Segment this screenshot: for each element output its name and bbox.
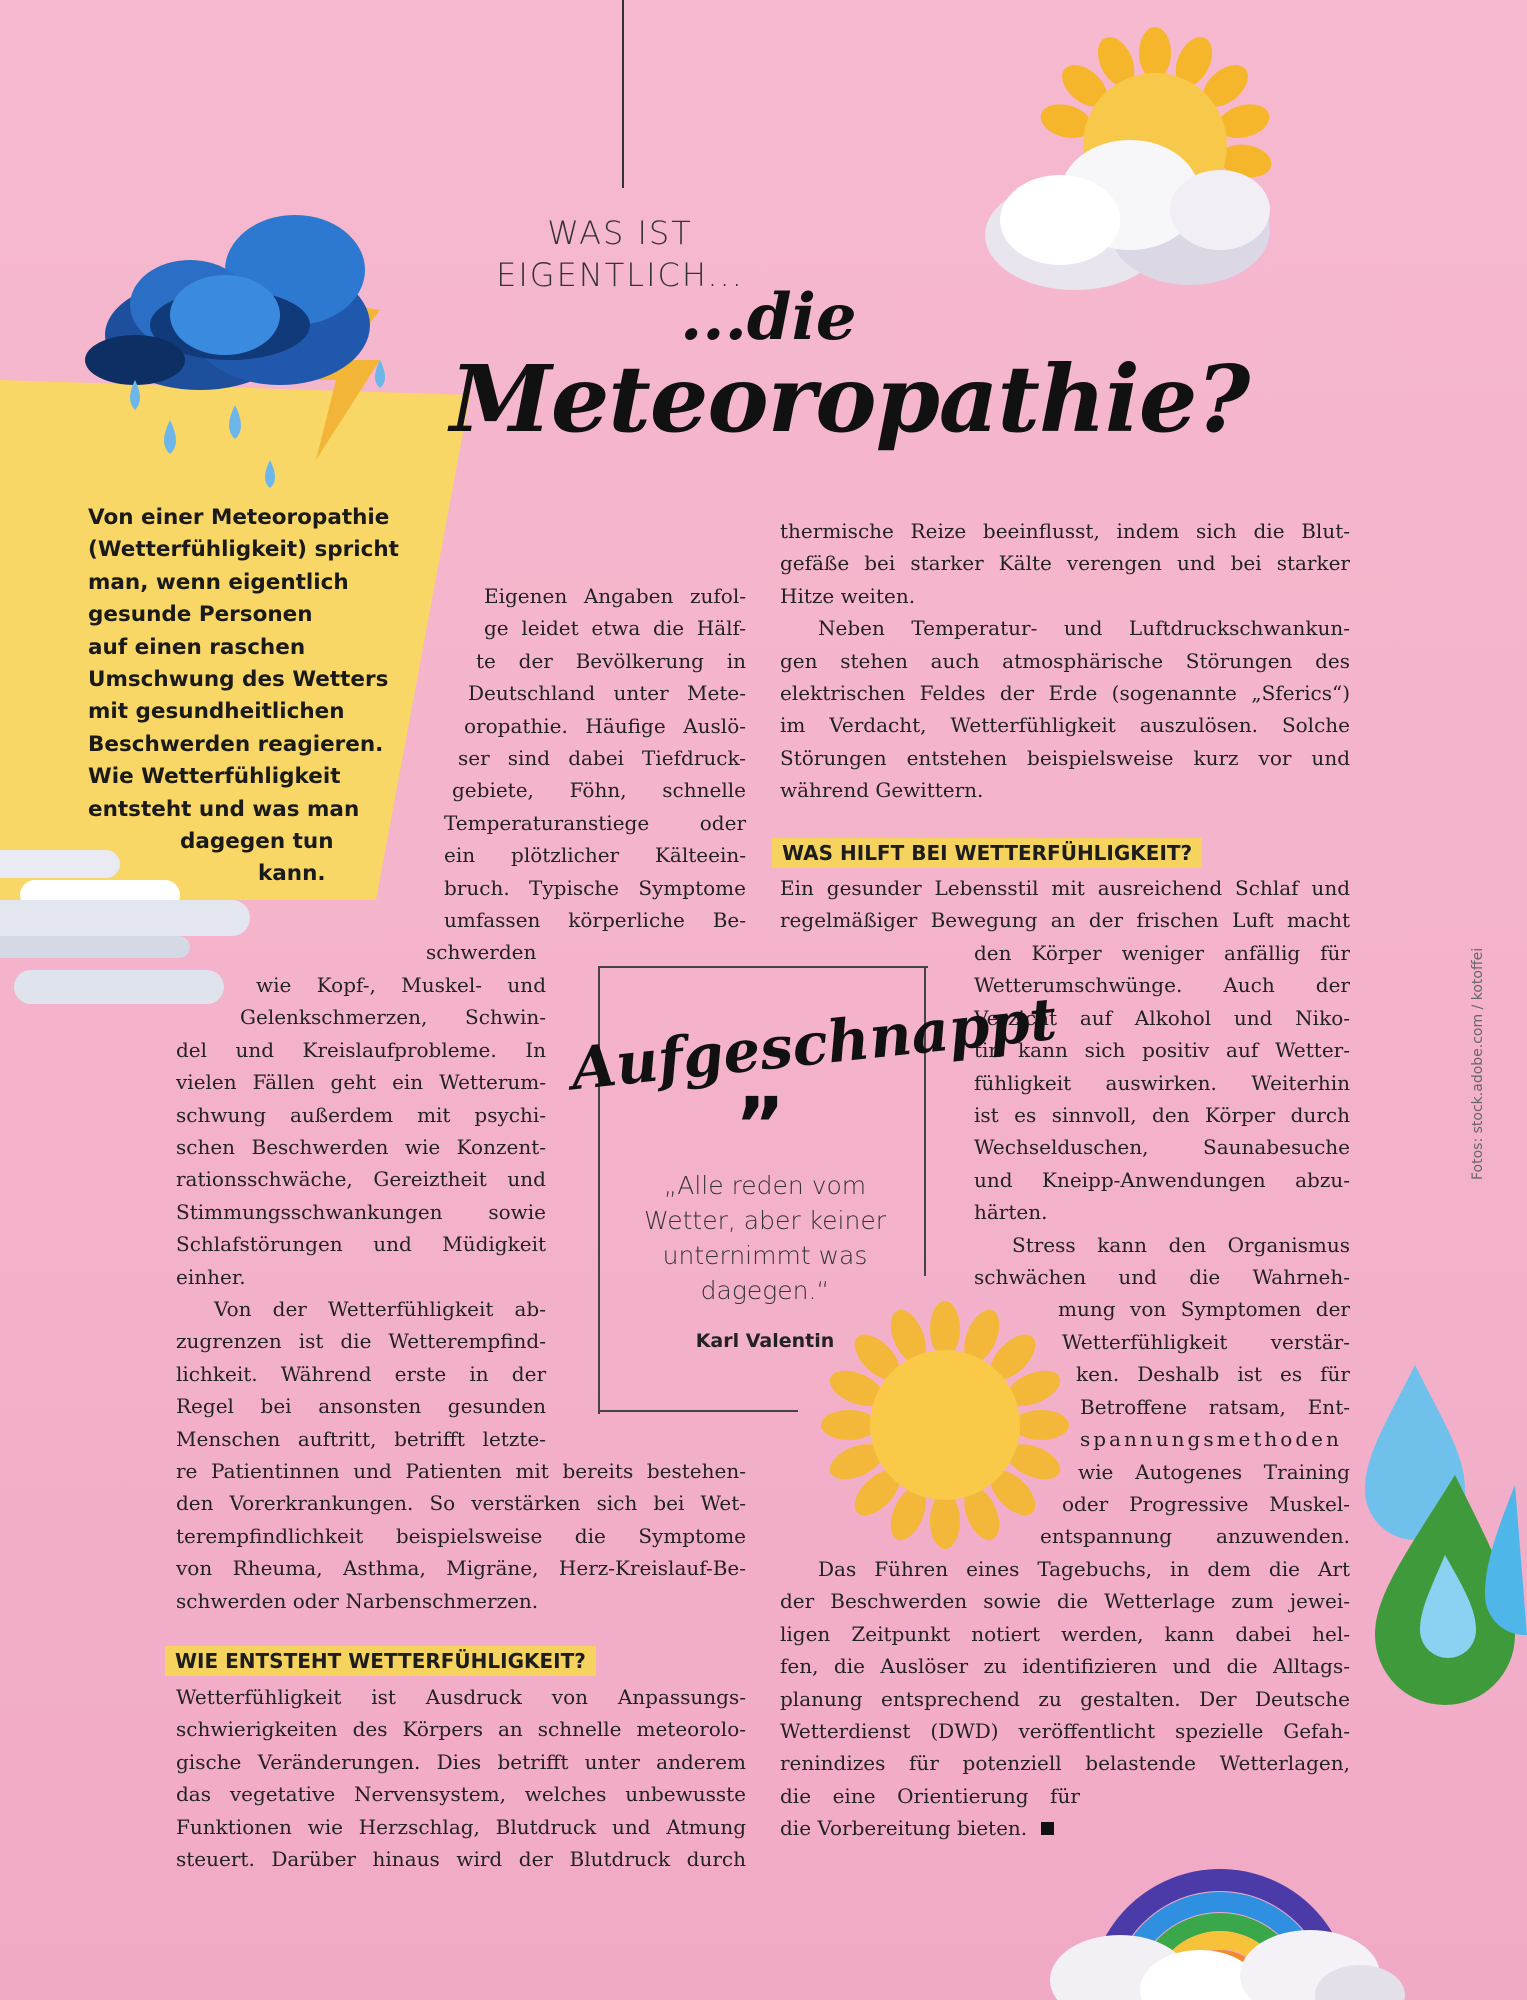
article-column-1-mid bbox=[176, 969, 546, 1455]
text-line: re Patientinnen und Patienten mit bereits bestehen- bbox=[176, 1459, 746, 1483]
text-line: das vegetative Nervensystem, welches unbewusste bbox=[176, 1782, 746, 1807]
text-line: im Verdacht, Wetterfühligkeit auszulösen. Solche bbox=[780, 713, 1350, 738]
intro-line: Beschwerden reagieren. bbox=[88, 731, 384, 757]
text-line: Gelenkschmerzen, Schwin- bbox=[240, 1005, 546, 1030]
text-line: schwierigkeiten des Körpers an schnelle meteorolo- bbox=[176, 1717, 746, 1742]
text-line: Funktionen wie Herzschlag, Blutdruck und Atmung bbox=[176, 1814, 746, 1839]
text-line: und Kneipp-Anwendungen abzu- bbox=[974, 1167, 1350, 1192]
text-line: schen Beschwerden wie Konzent- bbox=[176, 1135, 546, 1160]
last-line bbox=[780, 1812, 1350, 1844]
text-line: wie Kopf-, Muskel- und bbox=[256, 973, 546, 997]
text-line: der Beschwerden sowie die Wetterlage zum jewei- bbox=[780, 1589, 1350, 1614]
text-line: während Gewittern. bbox=[780, 778, 984, 803]
sun-cloud-icon bbox=[980, 35, 1290, 305]
text-line: thermische Reize beeinflusst, indem sich die Blut- bbox=[780, 519, 1350, 543]
article-column-2-c bbox=[1040, 1326, 1350, 1553]
text-line: Wetterumschwünge. Auch der bbox=[974, 973, 1350, 998]
quote-text: „Alle reden vom Wetter, aber keiner unternimmt was dagegen.“ bbox=[643, 1171, 886, 1305]
text-line: Stress kann den Organismus bbox=[1012, 1232, 1350, 1257]
text-line: schwerden oder Narbenschmerzen. bbox=[176, 1588, 539, 1613]
text-line: ist es sinnvoll, den Körper durch bbox=[974, 1103, 1350, 1128]
text-line: ken. Deshalb ist es für bbox=[1076, 1362, 1350, 1387]
text-line: Menschen auftritt, betrifft letzte- bbox=[176, 1426, 546, 1451]
intro-line: mit gesundheitlichen bbox=[88, 699, 345, 725]
text-line: entspannung anzuwenden. bbox=[1040, 1524, 1350, 1549]
intro-line: man, wenn eigentlich bbox=[88, 569, 349, 595]
text-line: die Vorbereitung bieten. bbox=[780, 1816, 1028, 1841]
text-line: Wetterdienst (DWD) veröffentlicht spezielle Gefah- bbox=[780, 1719, 1350, 1744]
page-title: Meteoropathie? bbox=[450, 345, 1250, 453]
text-line: ein plötzlicher Kälteein- bbox=[444, 843, 746, 868]
article-column-1-section bbox=[176, 1681, 746, 1875]
text-line: von Rheuma, Asthma, Migräne, Herz-Kreislauf-Be- bbox=[176, 1556, 746, 1581]
quote-frame-bottom bbox=[598, 1410, 798, 1412]
text-line: fen, die Auslöser zu identifizieren und die Alltags- bbox=[780, 1654, 1350, 1679]
text-line: Wetterfühligkeit ist Ausdruck von Anpassungs- bbox=[176, 1685, 746, 1709]
text-line: Ein gesunder Lebensstil mit ausreichend Schlaf und bbox=[780, 876, 1350, 900]
text-line: Stimmungsschwankungen sowie bbox=[176, 1199, 546, 1224]
text-line: umfassen körperliche Be- bbox=[444, 908, 746, 933]
kicker-line: EIGENTLICH... bbox=[496, 256, 744, 294]
text-line: Verzicht auf Alkohol und Niko- bbox=[974, 1005, 1350, 1030]
text-line: gen stehen auch atmosphärische Störungen des bbox=[780, 648, 1350, 673]
text-line: tin kann sich positiv auf Wetter- bbox=[974, 1038, 1350, 1063]
heading-label: WIE ENTSTEHT WETTERFÜHLIGKEIT? bbox=[165, 1646, 596, 1676]
title-sub: ...die bbox=[680, 280, 857, 355]
text-line: den Vorerkrankungen. So verstärken sich bei Wet- bbox=[176, 1491, 746, 1516]
text-line: Störungen entstehen beispielsweise kurz vor und bbox=[780, 745, 1350, 770]
text-line: regelmäßiger Bewegung an der frischen Luft macht bbox=[780, 908, 1350, 933]
text-line: die eine Orientierung für bbox=[780, 1783, 1080, 1808]
photo-credit: Fotos: stock.adobe.com / kotoffei bbox=[1470, 947, 1486, 1180]
text-line: oropathie. Häufige Auslö- bbox=[464, 713, 746, 738]
text-line: Betroffene ratsam, Ent- bbox=[1080, 1394, 1350, 1419]
text-line: ge leidet etwa die Hälf- bbox=[484, 616, 746, 641]
text-line: ligen Zeitpunkt notiert werden, kann dabei hel- bbox=[780, 1621, 1350, 1646]
text-line: Von der Wetterfühligkeit ab- bbox=[214, 1297, 546, 1322]
text-line: steuert. Darüber hinaus wird der Blutdruck durch bbox=[176, 1847, 746, 1872]
intro-line: (Wetterfühligkeit) spricht bbox=[88, 537, 399, 563]
text-line: Eigenen Angaben zufol- bbox=[484, 584, 746, 608]
text-line: oder Progressive Muskel- bbox=[1062, 1492, 1350, 1517]
article-column-2-d bbox=[780, 1553, 1350, 1845]
text-line: ser sind dabei Tiefdruck- bbox=[458, 746, 746, 771]
text-line: schwung außerdem mit psychi- bbox=[176, 1102, 546, 1127]
kicker-line: WAS IST bbox=[547, 214, 693, 252]
text-line: renindizes für potenziell belastende Wetterlagen, bbox=[780, 1751, 1350, 1776]
section-heading bbox=[165, 1646, 596, 1676]
rain-cloud-icon bbox=[80, 210, 410, 500]
intro-line: gesunde Personen bbox=[88, 602, 313, 628]
text-line: den Körper weniger anfällig für bbox=[974, 941, 1350, 965]
intro-line: Umschwung des Wetters bbox=[88, 667, 389, 693]
intro-line: dagegen tun bbox=[180, 829, 334, 855]
text-line: vielen Fällen geht ein Wetterum- bbox=[176, 1070, 546, 1095]
article-column-1-top bbox=[426, 580, 746, 969]
text-line: Schlafstörungen und Müdigkeit bbox=[176, 1232, 546, 1257]
text-line: einher. bbox=[176, 1264, 246, 1289]
intro-line: Von einer Meteoropathie bbox=[88, 505, 390, 530]
text-line: gebiete, Föhn, schnelle bbox=[452, 778, 746, 803]
text-line: härten. bbox=[974, 1200, 1048, 1225]
divider-line bbox=[622, 0, 624, 188]
article-column-2-top bbox=[780, 515, 1350, 807]
intro-text bbox=[88, 502, 408, 891]
quote-label: Aufgeschnappt bbox=[567, 984, 1060, 1104]
text-line: rationsschwäche, Gereiztheit und bbox=[176, 1167, 546, 1192]
article-column-1-bottom bbox=[176, 1455, 746, 1617]
text-line: del und Kreislaufprobleme. In bbox=[176, 1037, 546, 1062]
raindrop-icon bbox=[1345, 1365, 1527, 1710]
text-line: zugrenzen ist die Wetterempfind- bbox=[176, 1329, 546, 1354]
heading-label: WAS HILFT BEI WETTERFÜHLIGKEIT? bbox=[772, 838, 1202, 868]
article-column-2-a bbox=[780, 872, 1350, 937]
text-line: mung von Symptomen der bbox=[1058, 1297, 1350, 1322]
quote-marks-icon: ” bbox=[735, 1080, 785, 1169]
text-line: Regel bei ansonsten gesunden bbox=[176, 1394, 546, 1419]
intro-line: kann. bbox=[258, 861, 326, 887]
text-line: fühligkeit auswirken. Weiterhin bbox=[974, 1070, 1350, 1095]
text-line: schwerden bbox=[426, 940, 537, 965]
section-heading bbox=[772, 838, 1202, 868]
text-line: Temperaturanstiege oder bbox=[444, 810, 746, 835]
intro-line: Wie Wetterfühligkeit bbox=[88, 764, 341, 790]
text-line: bruch. Typische Symptome bbox=[444, 875, 746, 900]
text-line: elektrischen Feldes der Erde (sogenannte „Sferics“) bbox=[780, 681, 1350, 706]
text-line: gefäße bei starker Kälte verengen und bei starker bbox=[780, 551, 1350, 576]
text-line: Wechselduschen, Saunabesuche bbox=[974, 1135, 1350, 1160]
text-line: Deutschland unter Mete- bbox=[468, 681, 746, 706]
quote-author: Karl Valentin bbox=[695, 1330, 835, 1352]
intro-line: entsteht und was man bbox=[88, 796, 360, 822]
text-line: lichkeit. Während erste in der bbox=[176, 1361, 546, 1386]
text-line: planung entsprechend zu gestalten. Der Deutsche bbox=[780, 1686, 1350, 1711]
text-line: gische Veränderungen. Dies betrifft unter anderem bbox=[176, 1749, 746, 1774]
text-line: Wetterfühligkeit verstär- bbox=[1062, 1330, 1350, 1354]
text-line: te der Bevölkerung in bbox=[476, 648, 746, 673]
text-line: terempfindlichkeit beispielsweise die Symptome bbox=[176, 1523, 746, 1548]
end-mark bbox=[1041, 1822, 1054, 1835]
text-line: Neben Temperatur- und Luftdruckschwankun- bbox=[818, 616, 1350, 641]
text-line: spannungsmethoden bbox=[1080, 1427, 1342, 1452]
text-line: Hitze weiten. bbox=[780, 583, 916, 608]
text-line: schwächen und die Wahrneh- bbox=[974, 1265, 1350, 1290]
intro-line: auf einen raschen bbox=[88, 634, 306, 660]
text-line: Das Führen eines Tagebuchs, in dem die Art bbox=[818, 1557, 1350, 1581]
text-line: wie Autogenes Training bbox=[1078, 1459, 1350, 1484]
